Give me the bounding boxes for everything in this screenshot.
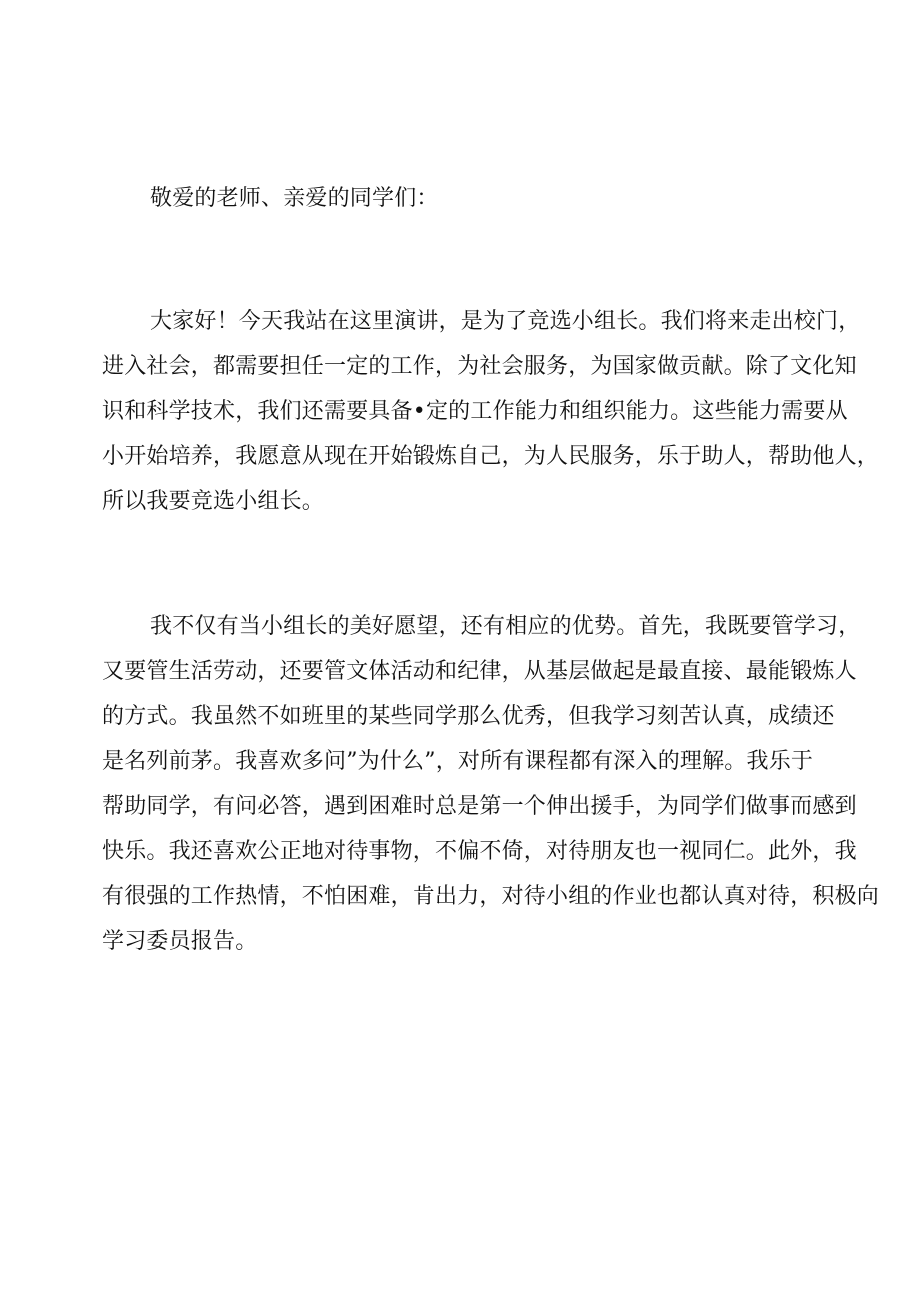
paragraph-line: 所以我要竞选小组长。 xyxy=(102,489,325,514)
paragraph-line: 小开始培养，我愿意从现在开始锻炼自己，为人民服务，乐于助人，帮助他人， xyxy=(102,444,880,469)
spacer xyxy=(102,221,822,299)
paragraph-line: 识和科学技术，我们还需要具备•定的工作能力和组织能力。这些能力需要从 xyxy=(102,399,848,424)
paragraph-line: 有很强的工作热情，不怕困难，肯出力，对待小组的作业也都认真对待，积极向 xyxy=(102,884,880,909)
salutation: 敬爱的老师、亲爱的同学们： xyxy=(150,186,439,211)
speech-body xyxy=(102,176,880,964)
paragraph-1 xyxy=(102,299,880,524)
paragraph-line: 我不仅有当小组长的美好愿望，还有相应的优势。首先，我既要管学习， xyxy=(150,614,861,639)
spacer xyxy=(102,524,822,604)
paragraph-line: 的方式。我虽然不如班里的某些同学那么优秀，但我学习刻苦认真，成绩还 xyxy=(102,704,835,729)
paragraph-line: 进入社会，都需要担任一定的工作，为社会服务，为国家做贡献。除了文化知 xyxy=(102,354,857,379)
paragraph-line: 是名列前茅。我喜欢多问”为什么”，对所有课程都有深入的理解。我乐于 xyxy=(102,749,814,774)
paragraph-line: 大家好！今天我站在这里演讲，是为了竞选小组长。我们将来走出校门， xyxy=(150,309,861,334)
paragraph-2 xyxy=(102,604,880,964)
paragraph-line: 学习委员报告。 xyxy=(102,929,258,954)
paragraph-line: 快乐。我还喜欢公正地对待事物，不偏不倚，对待朋友也一视同仁。此外，我 xyxy=(102,839,857,864)
paragraph-line: 帮助同学，有问必答，遇到困难时总是第一个伸出援手，为同学们做事而感到 xyxy=(102,794,857,819)
paragraph-line: 又要管生活劳动，还要管文体活动和纪律，从基层做起是最直接、最能锻炼人 xyxy=(102,659,857,684)
